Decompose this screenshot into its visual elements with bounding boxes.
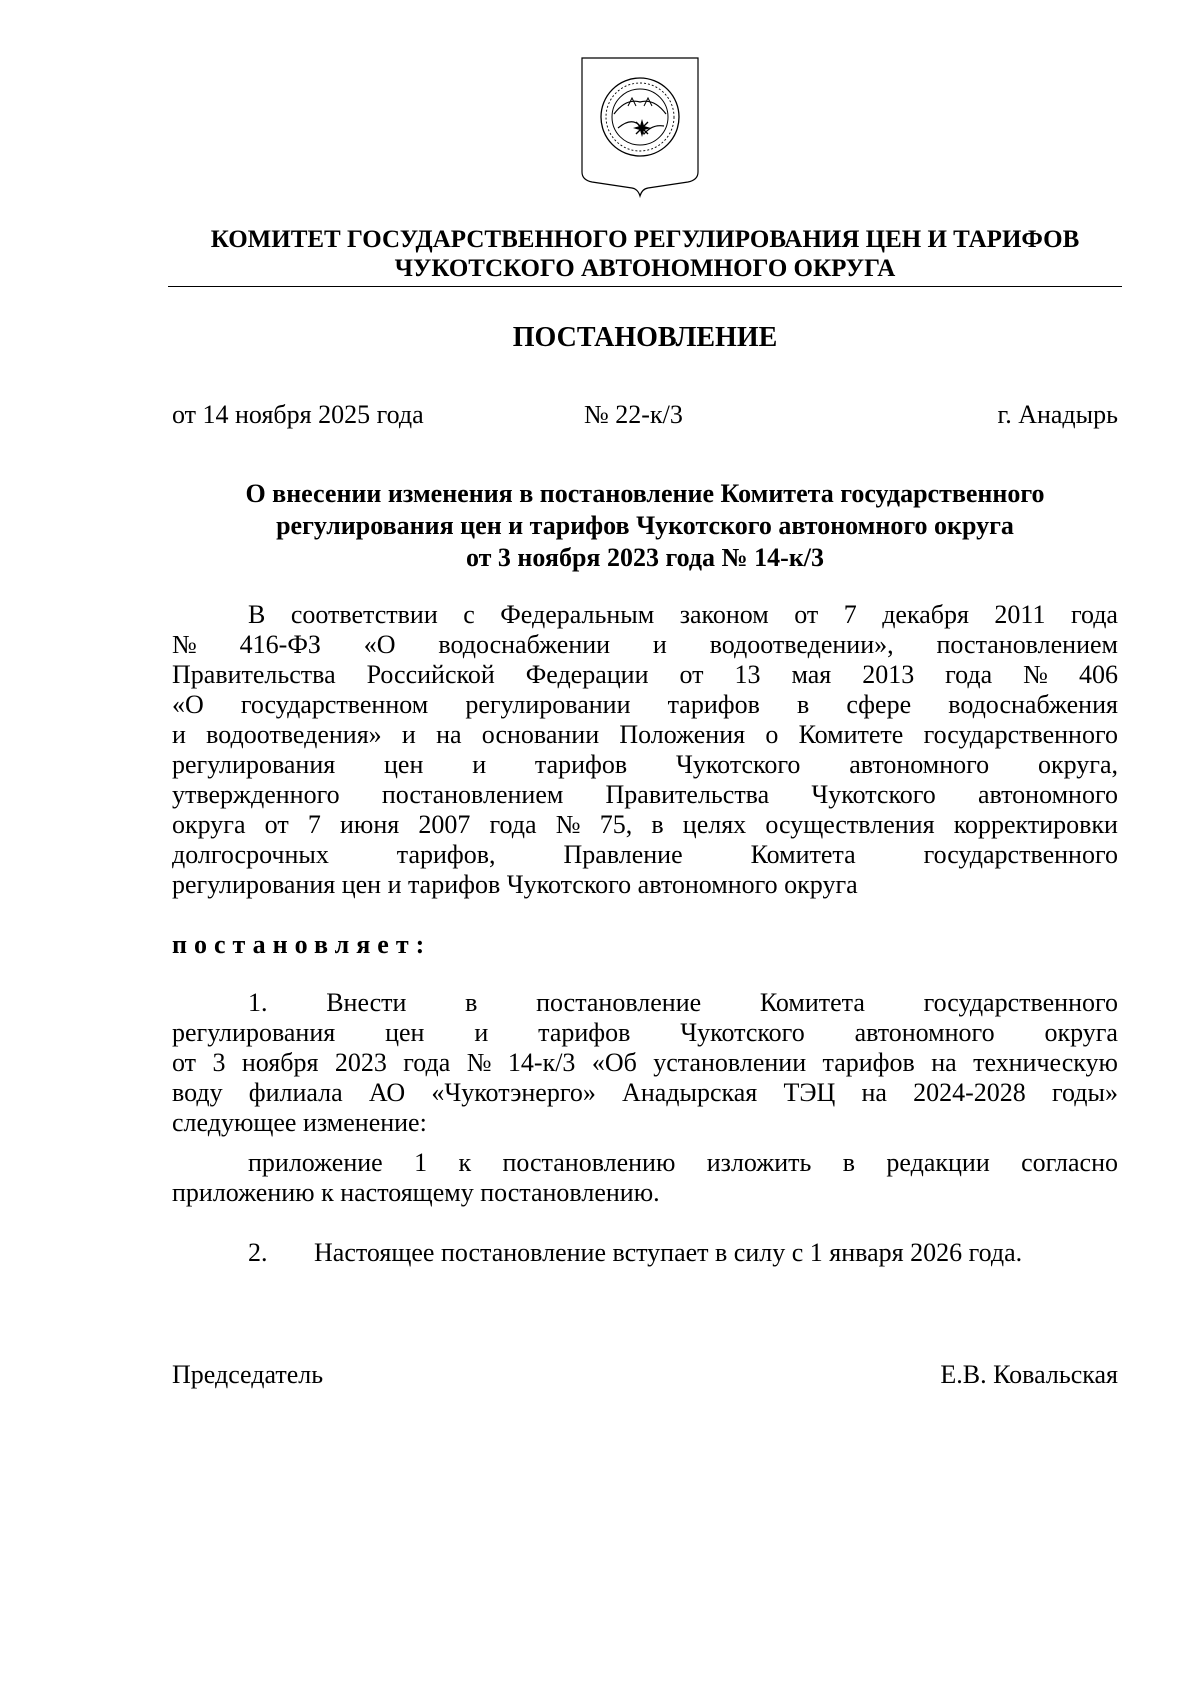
text-line: регулирования цен и тарифов Чукотского автономного округа bbox=[172, 870, 858, 899]
subject-line: О внесении изменения в постановление Комитета государственного bbox=[245, 479, 1045, 508]
text-line: Правительства Российской Федерации от 13 мая 2013 года № 406 bbox=[172, 660, 1118, 689]
decides-word: постановляет: bbox=[172, 930, 432, 959]
text-line: № 416-ФЗ «О водоснабжении и водоотведении», постановлением bbox=[172, 630, 1118, 659]
text-line: округа от 7 июня 2007 года № 75, в целях осуществления корректировки bbox=[172, 810, 1118, 839]
document-city: г. Анадырь bbox=[997, 400, 1118, 429]
subject-line: регулирования цен и тарифов Чукотского автономного округа bbox=[276, 511, 1014, 540]
text-line: и водоотведения» и на основании Положения о Комитете государственного bbox=[172, 720, 1118, 749]
signatory-name: Е.В. Ковальская bbox=[940, 1360, 1118, 1389]
item-2-number: 2. bbox=[248, 1238, 268, 1267]
text-line: от 3 ноября 2023 года № 14-к/3 «Об установлении тарифов на техническую bbox=[172, 1048, 1118, 1077]
document-number: № 22-к/3 bbox=[584, 400, 683, 429]
text-line: В соответствии с Федеральным законом от 7 декабря 2011 года bbox=[248, 600, 1118, 629]
text-line: долгосрочных тарифов, Правление Комитета государственного bbox=[172, 840, 1118, 869]
signatory-position: Председатель bbox=[172, 1360, 324, 1389]
item-2-text: Настоящее постановление вступает в силу с 1 января 2026 года. bbox=[314, 1238, 1023, 1267]
text-line: утвержденного постановлением Правительства Чукотского автономного bbox=[172, 780, 1118, 809]
text-line: регулирования цен и тарифов Чукотского автономного округа bbox=[172, 1018, 1118, 1047]
subject-line: от 3 ноября 2023 года № 14-к/3 bbox=[465, 543, 825, 572]
text-line: регулирования цен и тарифов Чукотского автономного округа, bbox=[172, 750, 1118, 779]
document-date: от 14 ноября 2025 года bbox=[172, 400, 424, 429]
text-line: воду филиала АО «Чукотэнерго» Анадырская ТЭЦ на 2024-2028 годы» bbox=[172, 1078, 1118, 1107]
text-line: приложение 1 к постановлению изложить в редакции согласно bbox=[248, 1148, 1118, 1177]
header-divider bbox=[168, 286, 1122, 287]
text-line: следующее изменение: bbox=[172, 1108, 427, 1137]
committee-name-line1: КОМИТЕТ ГОСУДАРСТВЕННОГО РЕГУЛИРОВАНИЯ ЦЕН И ТАРИФОВ bbox=[210, 226, 1080, 253]
text-line: 1. Внести в постановление Комитета государственного bbox=[248, 988, 1118, 1017]
document-type-title: ПОСТАНОВЛЕНИЕ bbox=[512, 322, 778, 353]
text-line: «О государственном регулировании тарифов в сфере водоснабжения bbox=[172, 690, 1118, 719]
coat-of-arms-emblem bbox=[578, 54, 702, 204]
text-line: приложению к настоящему постановлению. bbox=[172, 1178, 660, 1207]
committee-name-line2: ЧУКОТСКОГО АВТОНОМНОГО ОКРУГА bbox=[394, 255, 896, 282]
